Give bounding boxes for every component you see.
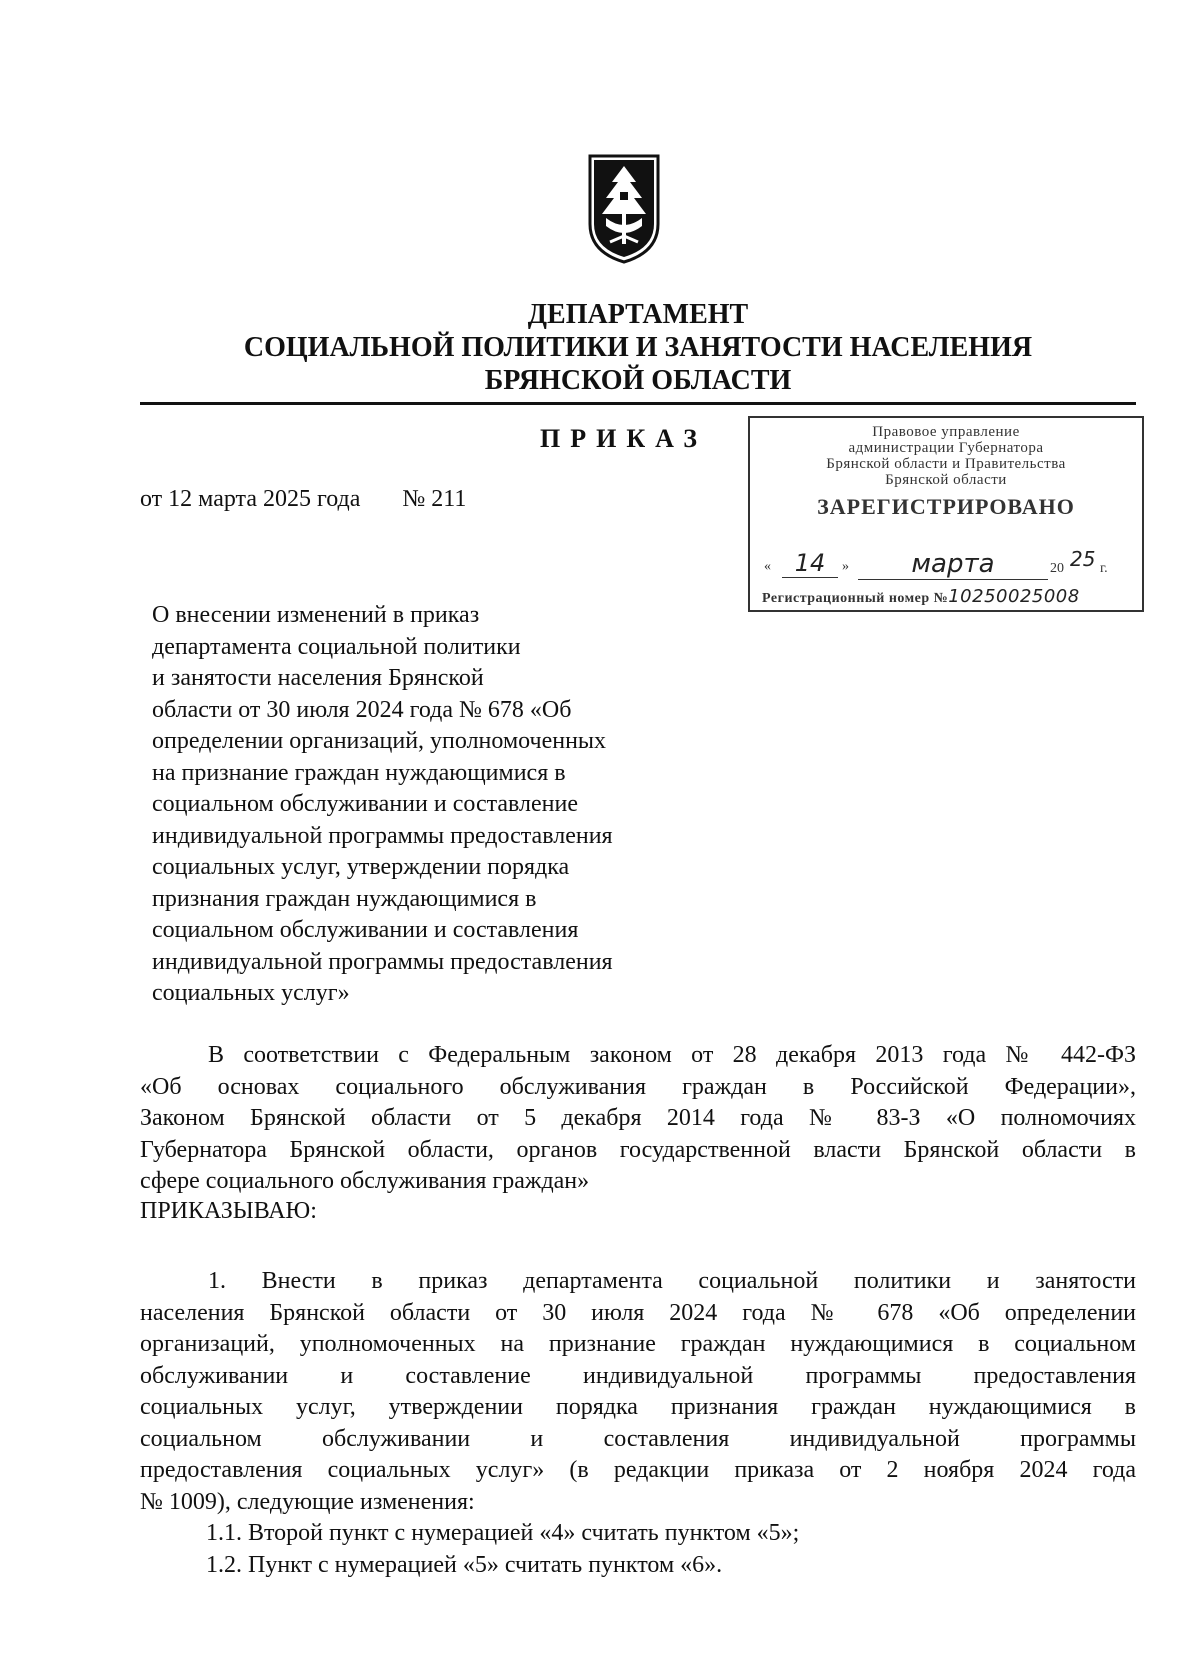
subject-line: О внесении изменений в приказ bbox=[152, 602, 480, 628]
preamble-paragraph bbox=[140, 1040, 1136, 1198]
stamp-registration bbox=[762, 586, 1080, 607]
paragraph-line: социальном обслуживании и составления индивидуальной программы bbox=[140, 1425, 1136, 1452]
paragraph-line: социальных услуг, утверждении порядка признания граждан нуждающимися в bbox=[140, 1394, 1136, 1420]
stamp-title: ЗАРЕГИСТРИРОВАНО bbox=[817, 494, 1075, 519]
subject-line: индивидуальной программы предоставления bbox=[152, 822, 613, 849]
stamp-org-line: Брянской области bbox=[885, 472, 1007, 488]
department-header bbox=[140, 298, 1136, 397]
paragraph-line: обслуживании и составление индивидуальной программы предоставления bbox=[140, 1362, 1136, 1389]
stamp-quote-close: » bbox=[842, 559, 849, 574]
sub-item-1-1: 1.1. Второй пункт с нумерацией «4» считать пунктом «5»; bbox=[206, 1520, 800, 1546]
stamp-year-unit: г. bbox=[1100, 561, 1108, 576]
paragraph-line: сфере социального обслуживания граждан» bbox=[140, 1168, 590, 1194]
order-subject bbox=[152, 600, 692, 1010]
stamp-date bbox=[760, 549, 1136, 581]
coat-of-arms-icon bbox=[584, 152, 664, 264]
subject-line: индивидуальной программы предоставления bbox=[152, 948, 613, 975]
paragraph-line: В соответствии с Федеральным законом от 28 декабря 2013 года № 442-ФЗ bbox=[208, 1042, 1136, 1068]
paragraph-line: № 1009), следующие изменения: bbox=[140, 1488, 475, 1515]
stamp-year-prefix: 20 bbox=[1050, 561, 1064, 576]
subject-line: признания граждан нуждающимися в bbox=[152, 885, 537, 912]
subject-line: социальных услуг, утверждении порядка bbox=[152, 854, 570, 880]
stamp-org-line: Брянской области и Правительства bbox=[826, 456, 1066, 472]
stamp-org-line: Правовое управление bbox=[872, 424, 1020, 440]
stamp-reg-number: 10250025008 bbox=[948, 586, 1080, 607]
paragraph-line: населения Брянской области от 30 июля 2024 года № 678 «Об определении bbox=[140, 1299, 1136, 1326]
paragraph-line: 1. Внести в приказ департамента социальной политики и занятости bbox=[208, 1268, 1136, 1294]
subject-line: социальном обслуживании и составление bbox=[152, 791, 579, 817]
header-line: ДЕПАРТАМЕНТ bbox=[527, 299, 749, 330]
order-title: ПРИКАЗ bbox=[540, 424, 708, 453]
header-divider bbox=[140, 402, 1136, 405]
paragraph-line: «Об основах социального обслуживания граждан в Российской Федерации», bbox=[140, 1073, 1136, 1100]
stamp-day: 14 bbox=[782, 549, 838, 578]
paragraph-line: организаций, уполномоченных на признание граждан нуждающимися в социальном bbox=[140, 1331, 1136, 1357]
stamp-org-line: администрации Губернатора bbox=[848, 440, 1044, 456]
stamp-quote-open: « bbox=[764, 559, 771, 574]
subject-line: определении организаций, уполномоченных bbox=[152, 728, 607, 754]
paragraph-line: Губернатора Брянской области, органов государственной власти Брянской области в bbox=[140, 1136, 1136, 1163]
stamp-month: марта bbox=[858, 549, 1048, 580]
stamp-reg-label: Регистрационный номер № bbox=[762, 591, 949, 606]
paragraph-line: Законом Брянской области от 5 декабря 2014 года № 83-З «О полномочиях bbox=[140, 1105, 1136, 1131]
subject-line: социальном обслуживании и составления bbox=[152, 917, 579, 943]
subject-line: на признание граждан нуждающимися в bbox=[152, 759, 566, 786]
order-date: от 12 марта 2025 года bbox=[140, 486, 361, 512]
subject-line: социальных услуг» bbox=[152, 980, 350, 1006]
order-date-number bbox=[140, 486, 466, 513]
order-directive: ПРИКАЗЫВАЮ: bbox=[140, 1198, 317, 1224]
item-1-paragraph bbox=[140, 1266, 1136, 1518]
sub-item-1-2: 1.2. Пункт с нумерацией «5» считать пунктом «6». bbox=[206, 1552, 723, 1578]
subject-line: области от 30 июля 2024 года № 678 «Об bbox=[152, 696, 572, 723]
header-line: СОЦИАЛЬНОЙ ПОЛИТИКИ И ЗАНЯТОСТИ НАСЕЛЕНИЯ bbox=[243, 332, 1033, 363]
header-line: БРЯНСКОЙ ОБЛАСТИ bbox=[484, 365, 792, 396]
order-number: № 211 bbox=[402, 486, 467, 512]
subject-line: департамента социальной политики bbox=[152, 633, 521, 660]
stamp-year-suffix: 25 bbox=[1070, 547, 1096, 571]
subject-line: и занятости населения Брянской bbox=[152, 665, 484, 691]
paragraph-line: предоставления социальных услуг» (в редакции приказа от 2 ноября 2024 года bbox=[140, 1457, 1136, 1483]
registration-stamp bbox=[748, 416, 1144, 612]
